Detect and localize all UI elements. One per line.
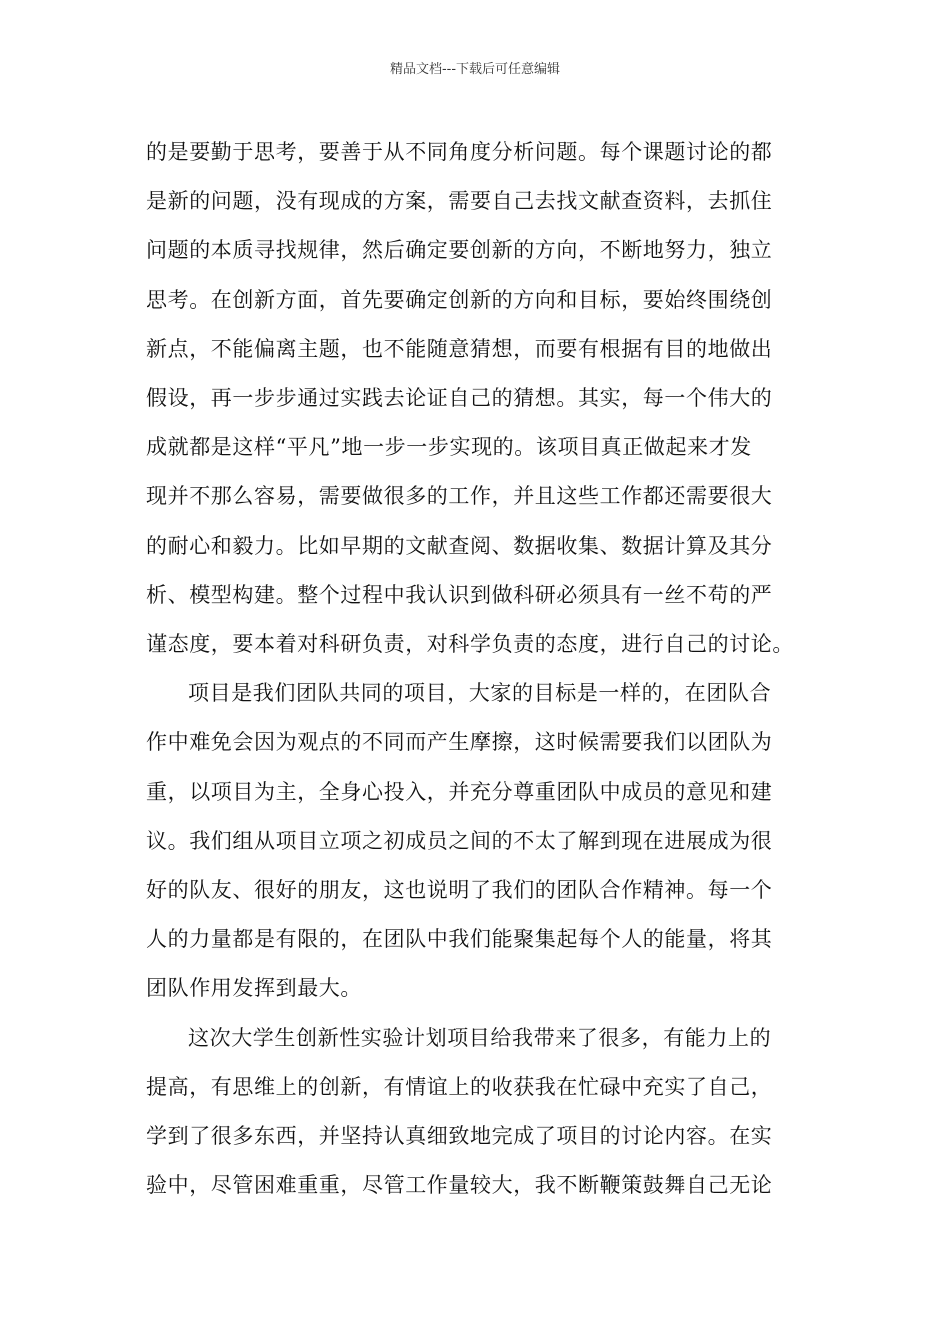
text-line: 团队作用发挥到最大。 xyxy=(146,976,362,1001)
text-line: 思考。在创新方面，首先要确定创新的方向和目标，要始终围绕创 xyxy=(146,287,773,312)
text-line: 议。我们组从项目立项之初成员之间的不太了解到现在进展成为很 xyxy=(146,828,773,853)
text-line: 项目是我们团队共同的项目，大家的目标是一样的，在团队合 xyxy=(188,681,772,706)
body-text xyxy=(146,128,806,1210)
text-line: 作中难免会因为观点的不同而产生摩擦，这时候需要我们以团队为 xyxy=(146,730,773,755)
text-line: 成就都是这样“平凡”地一步一步实现的。该项目真正做起来才发 xyxy=(146,435,752,460)
page-header: 精品文档---下载后可任意编辑 xyxy=(389,62,561,77)
text-line: 好的队友、很好的朋友，这也说明了我们的团队合作精神。每一个 xyxy=(146,878,773,903)
text-line: 新点，不能偏离主题，也不能随意猜想，而要有根据有目的地做出 xyxy=(146,336,773,361)
paragraph-1 xyxy=(146,128,806,669)
text-line: 假设，再一步步通过实践去论证自己的猜想。其实，每一个伟大的 xyxy=(146,386,773,411)
paragraph-3 xyxy=(146,1014,806,1211)
text-line: 现并不那么容易，需要做很多的工作，并且这些工作都还需要很大 xyxy=(146,484,773,509)
text-line: 问题的本质寻找规律，然后确定要创新的方向，不断地努力，独立 xyxy=(146,238,773,263)
text-line: 人的力量都是有限的，在团队中我们能聚集起每个人的能量，将其 xyxy=(146,927,773,952)
text-line: 是新的问题，没有现成的方案，需要自己去找文献查资料，去抓住 xyxy=(146,189,773,214)
text-line: 这次大学生创新性实验计划项目给我带来了很多，有能力上的 xyxy=(188,1025,772,1050)
text-line: 提高，有思维上的创新，有情谊上的收获我在忙碌中充实了自己， xyxy=(146,1074,773,1099)
text-line: 验中，尽管困难重重，尽管工作量较大，我不断鞭策鼓舞自己无论 xyxy=(146,1173,773,1198)
text-line: 析、模型构建。整个过程中我认识到做科研必须具有一丝不苟的严 xyxy=(146,582,773,607)
text-line: 重，以项目为主，全身心投入，并充分尊重团队中成员的意见和建 xyxy=(146,779,773,804)
text-line: 的是要勤于思考，要善于从不同角度分析问题。每个课题讨论的都 xyxy=(146,140,773,164)
text-line: 谨态度，要本着对科研负责，对科学负责的态度，进行自己的讨论。 xyxy=(146,632,794,657)
paragraph-2 xyxy=(146,669,806,1013)
text-line: 学到了很多东西，并坚持认真细致地完成了项目的讨论内容。在实 xyxy=(146,1124,773,1149)
text-line: 的耐心和毅力。比如早期的文献查阅、数据收集、数据计算及其分 xyxy=(146,533,773,558)
